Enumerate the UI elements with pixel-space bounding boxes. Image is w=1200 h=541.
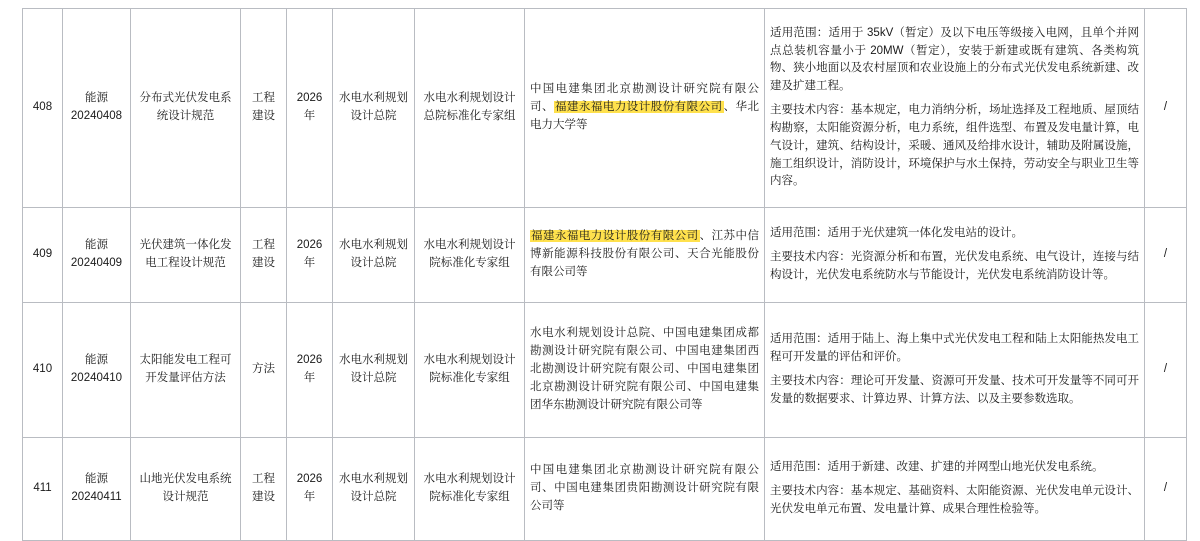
year-unit: 年 (303, 491, 316, 503)
row-scope (765, 438, 1145, 541)
row-lead-org: 水电水利规划设计总院 (333, 9, 415, 208)
scope-technical-content: 主要技术内容：理论可开发量、资源可开发量、技术可开发量等不同可开发量的数据要求、计算边界、计算方法、以及主要参数选取。 (770, 375, 1139, 405)
row-participating-units (525, 208, 765, 303)
scope-technical-content: 主要技术内容：基本规定，电力消纳分析，场址选择及工程地质、屋顶结构勘察，太阳能资源分析，电力系统，组件选型、布置及发电量计算，电气设计，建筑、结构设计，采暖、通风及给排水设计，辅助及附属设施，施工组织设计，消防设计，环境保护与水土保持，劳动安全与职业卫生等内容。 (770, 104, 1139, 188)
type-line-1: 方法 (252, 363, 275, 376)
table-row (23, 438, 1187, 541)
row-expert-group: 水电水利规划设计总院标准化专家组 (415, 9, 525, 208)
year-number: 2026 (296, 92, 323, 105)
year-unit: 年 (303, 110, 316, 122)
row-participating-units (525, 438, 765, 541)
row-index: 408 (23, 9, 63, 208)
row-name: 分布式光伏发电系统设计规范 (131, 9, 241, 208)
row-lead-org: 水电水利规划设计总院 (333, 303, 415, 438)
units-suffix: 、华北电力大学等 (530, 101, 760, 131)
row-participating-units (525, 9, 765, 208)
row-note: / (1145, 303, 1187, 438)
code-line-2: 20240408 (70, 110, 123, 122)
units-highlight: 福建永福电力设计股份有限公司 (531, 230, 699, 243)
table-row (23, 303, 1187, 438)
type-line-2: 建设 (252, 257, 275, 269)
year-number: 2026 (296, 473, 323, 486)
row-scope (765, 9, 1145, 208)
row-index: 411 (23, 438, 63, 541)
scope-applicability: 适用范围：适用于光伏建筑一体化发电站的设计。 (770, 227, 1023, 240)
row-index: 410 (23, 303, 63, 438)
row-code (63, 438, 131, 541)
year-number: 2026 (296, 239, 323, 252)
units-prefix: 中国电建集团北京勘测设计研究院有限公司、 (530, 83, 759, 114)
scope-technical-content: 主要技术内容：光资源分析和布置，光伏发电系统、电气设计，连接与结构设计，光伏发电系统防水与节能设计，光伏发电系统消防设计等。 (770, 251, 1139, 281)
code-line-1: 能源 (85, 354, 108, 367)
row-note: / (1145, 9, 1187, 208)
units-highlight: 福建永福电力设计股份有限公司 (554, 101, 723, 114)
scope-applicability: 适用范围：适用于新建、改建、扩建的并网型山地光伏发电系统。 (770, 461, 1104, 474)
units-suffix: 、江苏中信博新能源科技股份有限公司、天合光能股份有限公司等 (530, 230, 759, 278)
row-index: 409 (23, 208, 63, 303)
row-year (287, 208, 333, 303)
units-prefix: 中国电建集团北京勘测设计研究院有限公司、中国电建集团贵阳勘测设计研究院有限公司等 (530, 464, 759, 512)
type-line-1: 工程 (252, 239, 275, 252)
row-name: 太阳能发电工程可开发量评估方法 (131, 303, 241, 438)
code-line-1: 能源 (85, 473, 108, 486)
table-row (23, 9, 1187, 208)
row-scope (765, 208, 1145, 303)
row-type (241, 303, 287, 438)
year-unit: 年 (303, 372, 316, 384)
row-code (63, 9, 131, 208)
row-scope (765, 303, 1145, 438)
scope-applicability: 适用范围：适用于 35kV（暂定）及以下电压等级接入电网，且单个并网点总装机容量小于 20MW（暂定），安装于新建或既有建筑、各类构筑物、狭小地面以及农村屋顶和农业设施上的分布式光伏发电系统新建、改建及扩建工程。 (770, 26, 1139, 93)
code-line-1: 能源 (85, 92, 108, 105)
row-type (241, 438, 287, 541)
table-row (23, 208, 1187, 303)
type-line-1: 工程 (252, 92, 275, 105)
scope-applicability: 适用范围：适用于陆上、海上集中式光伏发电工程和陆上太阳能热发电工程可开发量的评估和评价。 (770, 333, 1139, 364)
code-line-2: 20240411 (71, 491, 122, 503)
row-code (63, 303, 131, 438)
standards-table (22, 8, 1187, 541)
code-line-2: 20240409 (70, 257, 123, 269)
code-line-2: 20240410 (70, 372, 123, 384)
scope-technical-content: 主要技术内容：基本规定、基础资料、太阳能资源、光伏发电单元设计、光伏发电单元布置、发电量计算、成果合理性检验等。 (770, 485, 1139, 515)
row-participating-units (525, 303, 765, 438)
row-expert-group: 水电水利规划设计院标准化专家组 (415, 208, 525, 303)
type-line-2: 建设 (252, 491, 275, 503)
units-prefix: 水电水利规划设计总院、中国电建集团成都勘测设计研究院有限公司、中国电建集团西北勘测设计研究院有限公司、中国电建集团北京勘测设计研究院有限公司、中国电建集团华东勘测设计研究院有限公司等 (530, 327, 759, 411)
type-line-2: 建设 (252, 110, 275, 122)
row-type (241, 208, 287, 303)
row-note: / (1145, 438, 1187, 541)
row-expert-group: 水电水利规划设计院标准化专家组 (415, 303, 525, 438)
row-code (63, 208, 131, 303)
code-line-1: 能源 (85, 239, 108, 252)
row-year (287, 9, 333, 208)
year-number: 2026 (296, 354, 323, 367)
row-year (287, 303, 333, 438)
row-name: 光伏建筑一体化发电工程设计规范 (131, 208, 241, 303)
row-note: / (1145, 208, 1187, 303)
row-lead-org: 水电水利规划设计总院 (333, 208, 415, 303)
row-expert-group: 水电水利规划设计院标准化专家组 (415, 438, 525, 541)
row-lead-org: 水电水利规划设计总院 (333, 438, 415, 541)
row-name: 山地光伏发电系统设计规范 (131, 438, 241, 541)
year-unit: 年 (303, 257, 316, 269)
row-type (241, 9, 287, 208)
row-year (287, 438, 333, 541)
type-line-1: 工程 (252, 473, 275, 486)
